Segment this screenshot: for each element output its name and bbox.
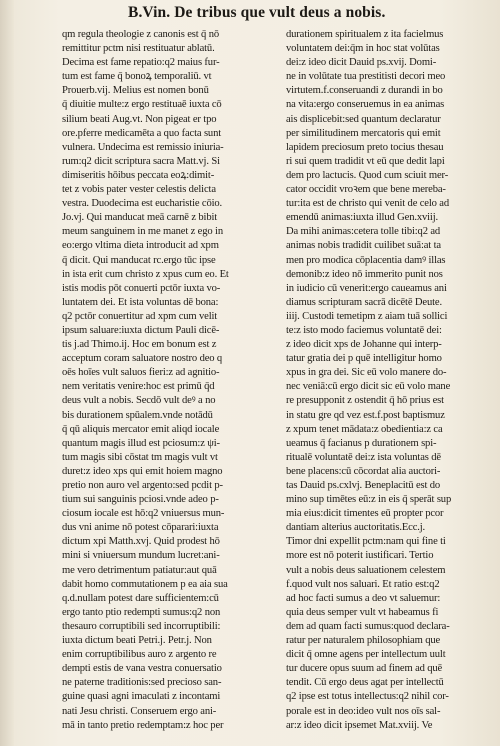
text-line: ciosum iocale est hō:q2 vniuersus mun- xyxy=(62,508,225,520)
text-line: q.d.nullam potest dare sufficientem:cū xyxy=(62,592,219,604)
left-text-column xyxy=(62,28,274,733)
text-line: z ideo dicit xps de Johanne qui interp- xyxy=(286,339,442,351)
page-gutter xyxy=(0,0,14,746)
text-line: dicit q̄ omne agens per intellectum uult xyxy=(286,649,446,661)
text-line: Decima est fame repatio:q2 maius fur- xyxy=(62,57,220,69)
text-line: rum:q2 dicit scriptura sacra Matt.vj. Si xyxy=(62,155,220,167)
text-line: qm regula theologie z canonis est q̄ nō xyxy=(62,29,219,40)
text-line: bis durationem spūalem.vnde notādū xyxy=(62,409,213,421)
text-line: re presupponit z ostendit q̄ hō prius est xyxy=(286,395,444,407)
text-line: quantum magis illud est pciosum:z ψi- xyxy=(62,437,220,449)
text-line: tur ducere opus suum ad finem ad quē xyxy=(286,663,443,675)
text-line: emendū animas:iuxta illud Gen.xviij. xyxy=(286,212,439,224)
right-text-column xyxy=(286,28,498,733)
text-line: q̄ qū aliquis mercator emit aliqd iocale xyxy=(62,423,220,435)
text-line: dem ad quam facti sumus:quod declara- xyxy=(286,620,450,632)
text-line: ne paterne traditionis:sed precioso san- xyxy=(62,677,222,689)
text-line: eo:ergo vltima dieta introducit ad xpm xyxy=(62,240,219,252)
text-line: xpus in gra dei. Sic eū volo manere do- xyxy=(286,367,447,379)
text-line: in statu gre qd vez est.f.post baptismuz xyxy=(286,409,445,421)
text-line: men pro modica cōplacentia damꝰ illas xyxy=(286,254,446,266)
text-line: enim corruptibilibus auro z argento re xyxy=(62,649,217,661)
text-line: vulnera. Undecima est remissio iniuria- xyxy=(62,141,224,153)
text-line: Timor dni expellit pctm:nam qui fine ti xyxy=(286,536,446,548)
text-line: vestra. Duodecima est eucharistie cōio. xyxy=(62,198,223,210)
text-line: Prouerb.vij. Melius est nomen bonū xyxy=(62,85,209,97)
text-line: cator occidit vroꝛem que bene mereba- xyxy=(286,184,446,196)
text-line: istis modis pōt conuerti pctōr iuxta vo- xyxy=(62,282,221,294)
text-line: q̄ diuitie multe:z ergo restituaē iuxta cō xyxy=(62,99,222,111)
text-line: in ista erit cum christo z xpus cum eo. Et xyxy=(62,268,229,280)
text-line: tis j.ad Thimo.ij. Hoc em bonum est z xyxy=(62,339,217,351)
text-line: oēs hoīes vult saluos fieri:z ad agnitio- xyxy=(62,367,220,379)
text-line: dictum xpi Matth.xvj. Quid prodest hō xyxy=(62,536,220,548)
text-line: ais displicebit:sed quantum declaratur xyxy=(286,113,441,125)
text-line: nec veniā:cū ergo dicit sic eū volo mane xyxy=(286,381,451,393)
text-line: mia eius:dicit timentes eū propter pcor xyxy=(286,508,444,520)
text-line: bene placens:cū cōcordat alia auctori- xyxy=(286,465,441,477)
running-header: B.Vin. De tribus que vult deus a nobis. xyxy=(128,4,386,21)
text-line: na vita:ergo conseruemus in ea animas xyxy=(286,99,445,111)
text-line: virtutem.f.conseruandi z durandi in bo xyxy=(286,85,443,97)
text-line: guine quasi agni imaculati z incontami xyxy=(62,691,221,703)
text-line: animas nobis tradidit cuilibet suā:at ta xyxy=(286,240,441,252)
text-line: per similitudinem mercatoris qui emit xyxy=(286,127,441,139)
text-line: dempti estis de vana vestra conuersatio xyxy=(62,663,222,675)
text-line: meum sanguinem in me manet z ego in xyxy=(62,226,223,238)
text-line: porale est in deo:ideo vult nos oīs sal- xyxy=(286,705,441,717)
text-line: demonib:z ideo nō immerito punit nos xyxy=(286,268,443,280)
text-line: silium beati Aug.vt. Non pigeat er tpo xyxy=(62,113,217,125)
text-line: tium sui sanguinis pciosi.vnde adeo p- xyxy=(62,494,219,506)
text-line: tur:ita est de christo qui venit de celo ad xyxy=(286,198,449,210)
text-line: deus vult a nobis. Secdō vult deꝰ a no xyxy=(62,395,216,407)
text-line: mā in tanto pretio redemptam:z hoc per xyxy=(62,719,224,731)
text-line: te:z isto modo faciemus voluntatē dei: xyxy=(286,324,442,336)
text-line: ritualē voluntatē dei:z ista voluntas dē xyxy=(286,451,441,463)
text-line: voluntatem dei:q̄m in hoc stat volūtas xyxy=(286,43,440,55)
text-line: ratur per naturalem philosophiam que xyxy=(286,635,441,647)
text-line: dimiseritis hōibus peccata eoꝝ:dimit- xyxy=(62,169,215,181)
text-line: pretio non auro vel argento:sed pcdit p- xyxy=(62,480,223,491)
text-line: ergo tanto ptio redempti sumus:q2 non xyxy=(62,606,221,618)
text-line: acceptum coram saluatore nostro deo q xyxy=(62,353,223,365)
text-line: q2 pctōr conuertitur ad xpm cum velit xyxy=(62,310,218,322)
text-line: tum est fame q̄ bonoꝝ temporaliū. vt xyxy=(62,71,212,83)
text-line: ipsum saluare:iuxta dictum Pauli dicē- xyxy=(62,324,220,336)
text-line: durationem spiritualem z ita facielmus xyxy=(286,29,444,40)
text-line: dei:z ideo dicit Dauid ps.xvij. Domi- xyxy=(286,57,437,69)
text-line: in iudicio cū venerit:ergo caueamus ani xyxy=(286,282,447,294)
text-line: q2 ipse est totus intellectus:q2 nihil cor- xyxy=(286,691,449,703)
text-line: luntatem dei. Et ista voluntas dē bona: xyxy=(62,296,219,308)
text-line: duret:z ideo xps qui emit hoiem magno xyxy=(62,465,223,477)
text-line: tendit. Cū ergo deus agat per intellectū xyxy=(286,677,444,689)
text-line: iiij. Custodi temetipm z aiam tuā sollici xyxy=(286,310,448,322)
text-line: ueamus q̄ facianus p durationem spi- xyxy=(286,437,437,449)
text-line: tum magis sibi cōstat tm magis vult vt xyxy=(62,451,218,463)
text-line: tas Dauid ps.cxlvj. Beneplacitū est do xyxy=(286,480,441,491)
text-line: remittitur pctm nisi restituatur ablatū. xyxy=(62,43,215,55)
text-line: dus vni anime nō potest cōparari:iuxta xyxy=(62,522,219,534)
text-line: iuxta dictum beati Petri.j. Petr.j. Non xyxy=(62,635,212,647)
text-line: mino sup timētes eū:z in eis q̄ sperāt sup xyxy=(286,494,452,506)
text-line: me vero detrimentum patiatur:aut quā xyxy=(62,564,217,576)
text-line: Da mihi animas:cetera tolle tibi:q2 ad xyxy=(286,226,441,238)
text-line: ad hoc facti sumus a deo vt saluemur: xyxy=(286,592,441,604)
text-line: lapidem preciosum preto tocius thesau xyxy=(286,141,444,153)
text-line: Jo.vj. Qui manducat meā carnē z bibit xyxy=(62,212,218,224)
text-line: q̄ dicit. Qui manducat rc.ergo tūc ipse xyxy=(62,254,216,266)
text-line: z xpum tenet mādata:z obedientia:z ca xyxy=(286,423,443,435)
text-line: nem veritatis venire:hoc est primū q̄d xyxy=(62,381,215,393)
text-line: quia deus semper vult vt habeamus fi xyxy=(286,606,439,618)
text-line: tatur gratia dei p quē intelligitur homo xyxy=(286,353,442,365)
text-line: thesauro corruptibili sed incorruptibili: xyxy=(62,620,221,632)
text-line: diamus scripturam sacrā dicētē Deute. xyxy=(286,296,442,308)
text-line: ne in volūtate tua prestitisti decori meo xyxy=(286,71,446,83)
text-line: mini si vniuersum mundum lucret:ani- xyxy=(62,550,220,562)
text-line: nati Jesu christi. Conseruem ergo ani- xyxy=(62,705,217,717)
text-line: ore.pferre medicamēta a quo facta sunt xyxy=(62,127,222,139)
text-line: tet z vobis pater vester celestis delicta xyxy=(62,184,216,196)
text-line: dem pro lactucis. Quod cum sciuit mer- xyxy=(286,169,449,181)
text-line: dantiam alterius auctoritatis.Ecc.j. xyxy=(286,522,426,534)
text-line: vult a nobis deus saluationem celestem xyxy=(286,564,446,576)
text-line: more est nō poterit iustificari. Tertio xyxy=(286,550,434,562)
text-line: dabit homo commutationem p ea aia sua xyxy=(62,578,228,590)
text-line: ri sui quem tradidit vt eū que dedit lapi xyxy=(286,155,445,167)
text-line: ar:z ideo dicit ipsemet Mat.xviij. Ve xyxy=(286,719,433,731)
text-line: f.quod vult nos saluari. Et ratio est:q2 xyxy=(286,578,440,590)
